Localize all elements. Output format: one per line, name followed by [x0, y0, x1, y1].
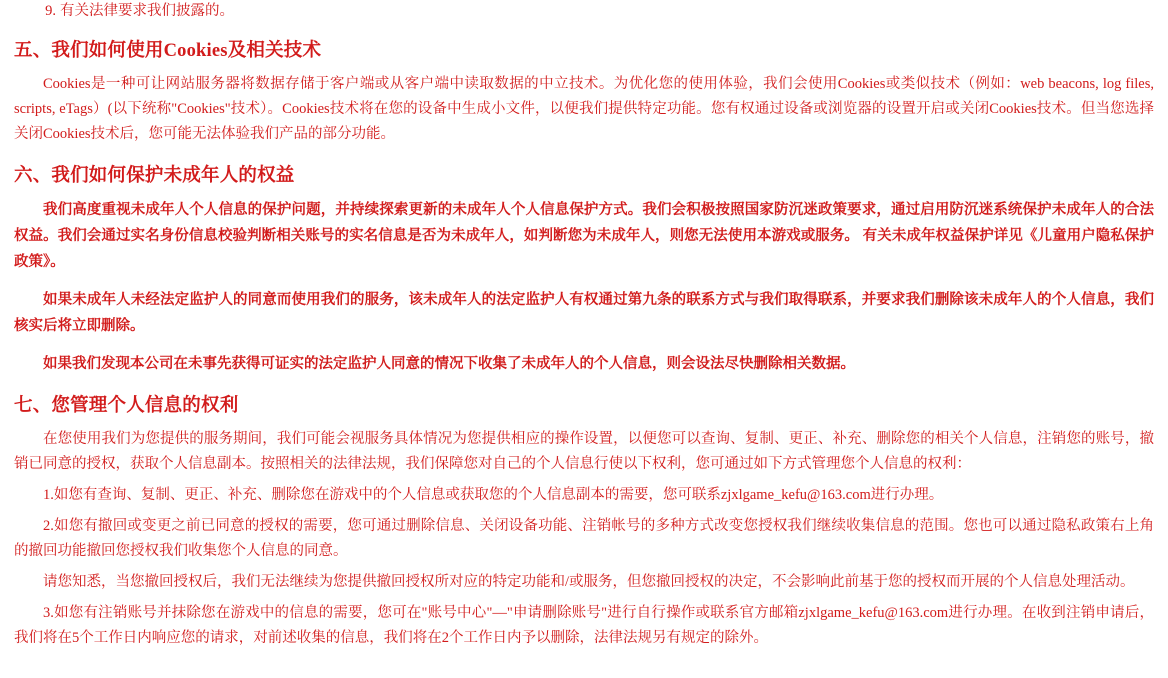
list-item: [14, 0, 1154, 22]
section-rights-item-3: 3.如您有注销账号并抹除您在游戏中的信息的需要，您可在"账号中心"—"申请删除账号"进行自行操作或联系官方邮箱zjxlgame_kefu@163.com进行办理。在收到注销申请后，我们将在5个工作日内响应您的请求，对前述收集的信息，我们将在2个工作日内予以删除，法律法规另有规定的除外。: [14, 605, 1154, 646]
section-rights-paragraph-1: 在您使用我们为您提供的服务期间，我们可能会视服务具体情况为您提供相应的操作设置，以便您可以查询、复制、更正、补充、删除您的相关个人信息，注销您的账号，撤销已同意的授权，获取个人信息副本。按照相关的法律法规，我们保障您对自己的个人信息行使以下权利，您可通过如下方式管理您个人信息的权利：: [14, 431, 1154, 472]
section-minors-paragraph-3: 如果我们发现本公司在未事先获得可证实的法定监护人同意的情况下收集了未成年人的个人信息，则会设法尽快删除相关数据。: [43, 356, 855, 372]
section-rights-item-1: 1.如您有查询、复制、更正、补充、删除您在游戏中的个人信息或获取您的个人信息副本的需要，您可联系zjxlgame_kefu@163.com进行办理。: [43, 487, 944, 503]
section-minors-paragraph-1: 我们高度重视未成年人个人信息的保护问题，并持续探索更新的未成年人个人信息保护方式。我们会积极按照国家防沉迷政策要求，通过启用防沉迷系统保护未成年人的合法权益。我们会通过实名身份信息校验判断相关账号的实名信息是否为未成年人，如判断您为未成年人，则您无法使用本游戏或服务。 有关未成年权益保护详见《儿童用户隐私保护政策》。: [14, 202, 1154, 270]
list-item-text: 有关法律要求我们披露的。: [60, 3, 234, 19]
section-rights-note: 请您知悉，当您撤回授权后，我们无法继续为您提供撤回授权所对应的特定功能和/或服务，但您撤回授权的决定，不会影响此前基于您的授权而开展的个人信息处理活动。: [43, 574, 1135, 590]
ordered-list-tail: [14, 0, 1154, 22]
list-item-number: 9.: [45, 3, 56, 19]
section-heading-minors: 六、我们如何保护未成年人的权益: [14, 166, 295, 186]
section-cookies-paragraph-1: Cookies是一种可让网站服务器将数据存储于客户端或从客户端中读取数据的中立技术。为优化您的使用体验，我们会使用Cookies或类似技术（例如：web beacons, log files, scripts, eTags）(以下统称"Cookies"技术）。Cookies技术将在您的设备中生成小文件，以便我们提供特定功能。您有权通过设备或浏览器的设置开启或关闭Cookies技术。但当您选择关闭Cookies技术后，您可能无法体验我们产品的部分功能。: [14, 76, 1154, 142]
section-heading-cookies: 五、我们如何使用Cookies及相关技术: [14, 41, 322, 61]
section-minors-paragraph-2: 如果未成年人未经法定监护人的同意而使用我们的服务，该未成年人的法定监护人有权通过第九条的联系方式与我们取得联系，并要求我们删除该未成年人的个人信息，我们核实后将立即删除。: [14, 292, 1154, 334]
section-rights-item-2: 2.如您有撤回或变更之前已同意的授权的需要，您可通过删除信息、关闭设备功能、注销帐号的多种方式改变您授权我们继续收集信息的范围。您也可以通过隐私政策右上角的撤回功能撤回您授权我们收集您个人信息的同意。: [14, 518, 1154, 559]
section-heading-rights: 七、您管理个人信息的权利: [14, 396, 239, 416]
